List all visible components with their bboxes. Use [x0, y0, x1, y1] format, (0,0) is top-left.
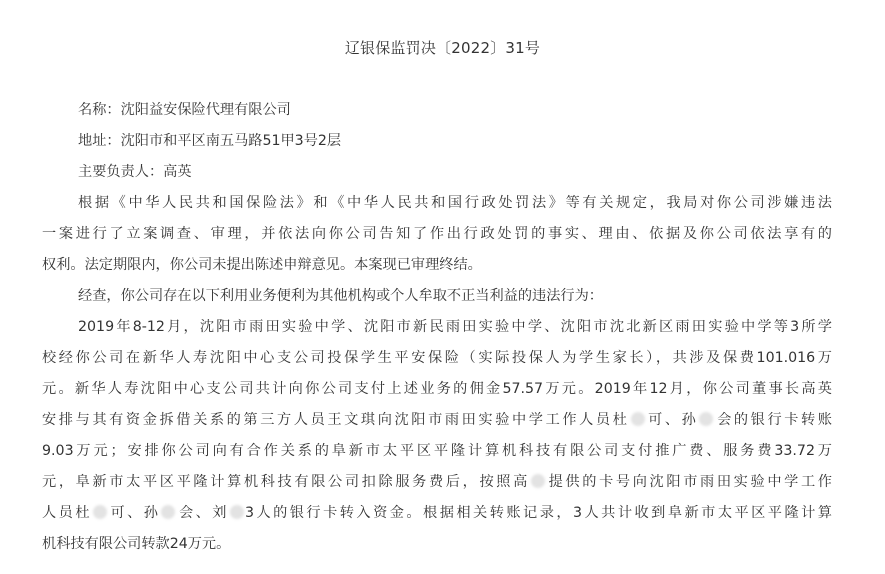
redaction-mark: [699, 412, 713, 426]
para3-line8: 机科技有限公司转款24万元。: [42, 536, 231, 552]
para3-line1: 2019年8-12月，沈阳市雨田实验中学、沈阳市新民雨田实验中学、沈阳市沈北新区雨田实验中学等3所学: [78, 319, 832, 335]
redaction-mark: [161, 505, 175, 519]
para3-line4-seg1: 安排与其有资金拆借关系的第三方人员王文琪向沈阳市雨田实验中学工作人员杜: [42, 412, 630, 428]
para2-line: 经查，你公司存在以下利用业务便利为其他机构或个人牟取不正当利益的违法行为：: [78, 288, 603, 304]
para1-line3: 权利。法定期限内，你公司未提出陈述申辩意见。本案现已审理终结。: [42, 257, 482, 273]
redaction-mark: [230, 505, 244, 519]
para3-line7: [42, 503, 832, 523]
redaction-mark: [531, 474, 545, 488]
para3-line2: 校经你公司在新华人寿沈阳中心支公司投保学生平安保险（实际投保人为学生家长），共涉及保费101.016万: [42, 350, 832, 366]
para3-line5: 9.03万元；安排你公司向有合作关系的阜新市太平区平隆计算机科技有限公司支付推广费、服务费33.72万: [42, 443, 832, 459]
para3-line6-seg2: 提供的卡号向沈阳市雨田实验中学工作: [545, 474, 832, 490]
para3-line4-seg2: 可、孙: [645, 412, 699, 428]
redaction-mark: [631, 412, 645, 426]
para3-line6-seg1: 元，阜新市太平区平隆计算机科技有限公司扣除服务费后，按照高: [42, 474, 530, 490]
redaction-mark: [93, 505, 107, 519]
para3-line6: [42, 472, 832, 492]
leader-line: 主要负责人：高英: [78, 164, 192, 180]
para3-line7-seg1: 人员杜: [42, 505, 92, 521]
address-line: 地址：沈阳市和平区南五马路51甲3号2层: [78, 133, 342, 149]
para1-line2: 一案进行了立案调查、审理，并依法向你公司告知了作出行政处罚的事实、理由、依据及你公司依法享有的: [42, 226, 832, 242]
para3-line4-seg3: 会的银行卡转账: [714, 412, 832, 428]
para3-line4: [42, 410, 832, 430]
para3-line7-seg2: 可、孙: [108, 505, 161, 521]
para3-line7-seg3: 会、刘: [176, 505, 229, 521]
para1-line1: 根据《中华人民共和国保险法》和《中华人民共和国行政处罚法》等有关规定，我局对你公司涉嫌违法: [78, 195, 832, 211]
para3-line7-seg4: 3人的银行卡转入资金。根据相关转账记录，3人共计收到阜新市太平区平隆计算: [244, 505, 832, 521]
name-line: 名称：沈阳益安保险代理有限公司: [78, 102, 291, 118]
document-title: 辽银保监罚决〔2022〕31号: [344, 39, 541, 57]
para3-line3: 元。新华人寿沈阳中心支公司共计向你公司支付上述业务的佣金57.57万元。2019年12月，你公司董事长高英: [42, 381, 832, 397]
